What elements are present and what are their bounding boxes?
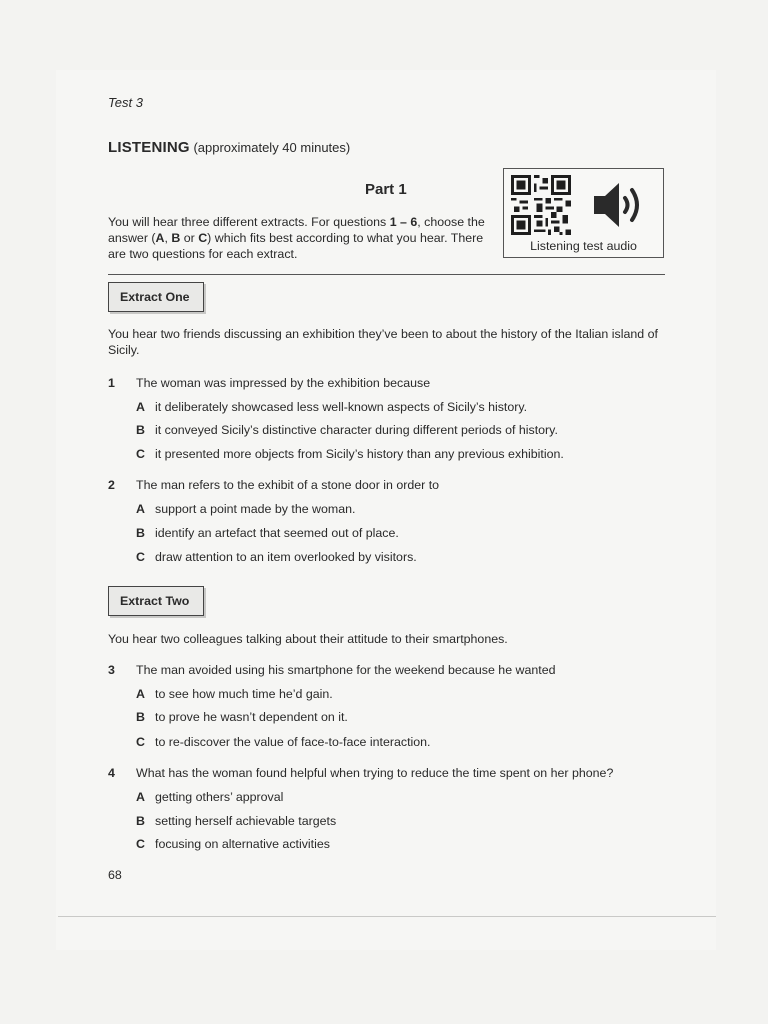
question-text: The man refers to the exhibit of a stone door in order to xyxy=(136,478,440,492)
extract-one-label: Extract One xyxy=(108,282,204,312)
intro-seg: , xyxy=(164,231,172,245)
option-letter[interactable]: C xyxy=(136,447,145,461)
page-number: 68 xyxy=(108,868,122,882)
intro-seg-bold: B xyxy=(171,231,181,245)
question-number: 1 xyxy=(108,376,115,390)
test-label: Test 3 xyxy=(108,95,143,110)
option-text[interactable]: getting others’ approval xyxy=(155,790,284,804)
question-text: The woman was impressed by the exhibition because xyxy=(136,376,431,390)
option-text[interactable]: to re-discover the value of face-to-face interaction. xyxy=(155,735,431,749)
option-text[interactable]: it conveyed Sicily’s distinctive character during different periods of history. xyxy=(155,423,558,437)
option-text[interactable]: focusing on alternative activities xyxy=(155,837,330,851)
intro-seg-bold: 1 – 6 xyxy=(389,215,418,229)
section-heading xyxy=(108,139,350,156)
intro-seg-bold: A xyxy=(155,231,165,245)
option-letter[interactable]: C xyxy=(136,735,145,749)
option-text[interactable]: support a point made by the woman. xyxy=(155,502,356,516)
option-text[interactable]: identify an artefact that seemed out of place. xyxy=(155,526,399,540)
option-letter[interactable]: A xyxy=(136,400,145,414)
option-letter[interactable]: A xyxy=(136,790,145,804)
audio-panel[interactable] xyxy=(503,168,664,258)
intro-seg: You will hear three different extracts. For questions xyxy=(108,215,390,229)
option-letter[interactable]: B xyxy=(136,814,145,828)
extract-two-description: You hear two colleagues talking about their attitude to their smartphones. xyxy=(108,632,508,646)
option-letter[interactable]: A xyxy=(136,687,145,701)
option-letter[interactable]: B xyxy=(136,423,145,437)
question-number: 2 xyxy=(108,478,115,492)
intro-seg: , choose the answer ( xyxy=(108,215,485,245)
option-text[interactable]: draw attention to an item overlooked by visitors. xyxy=(155,550,417,564)
part-intro xyxy=(108,214,488,262)
option-letter[interactable]: A xyxy=(136,502,145,516)
option-text[interactable]: to see how much time he’d gain. xyxy=(155,687,333,701)
divider xyxy=(108,274,665,275)
question-text: What has the woman found helpful when trying to reduce the time spent on her phone? xyxy=(136,766,614,780)
option-text[interactable]: it deliberately showcased less well-known aspects of Sicily’s history. xyxy=(155,400,528,414)
question-number: 3 xyxy=(108,663,115,677)
option-letter[interactable]: C xyxy=(136,837,145,851)
option-text[interactable]: setting herself achievable targets xyxy=(155,814,337,828)
speaker-icon[interactable] xyxy=(592,179,648,231)
page-edge-line xyxy=(58,916,716,917)
part-title: Part 1 xyxy=(365,181,407,198)
option-text[interactable]: it presented more objects from Sicily’s history than any previous exhibition. xyxy=(155,447,564,461)
question-text: The man avoided using his smartphone for the weekend because he wanted xyxy=(136,663,556,677)
question-number: 4 xyxy=(108,766,115,780)
audio-caption: Listening test audio xyxy=(530,239,637,253)
section-title: LISTENING xyxy=(108,139,190,156)
option-letter[interactable]: B xyxy=(136,526,145,540)
option-letter[interactable]: B xyxy=(136,710,145,724)
option-text[interactable]: to prove he wasn’t dependent on it. xyxy=(155,710,348,724)
extract-one-description: You hear two friends discussing an exhibition they’ve been to about the history of the Italian island of Sicily. xyxy=(108,327,658,357)
option-letter[interactable]: C xyxy=(136,550,145,564)
intro-seg: or xyxy=(180,231,199,245)
qr-code-icon[interactable] xyxy=(511,175,571,235)
intro-seg-bold: C xyxy=(198,231,208,245)
intro-seg: ) which fits best according to what you hear. There are two questions for each extract. xyxy=(108,231,484,261)
extract-two-label: Extract Two xyxy=(108,586,204,616)
section-duration: (approximately 40 minutes) xyxy=(193,140,351,155)
